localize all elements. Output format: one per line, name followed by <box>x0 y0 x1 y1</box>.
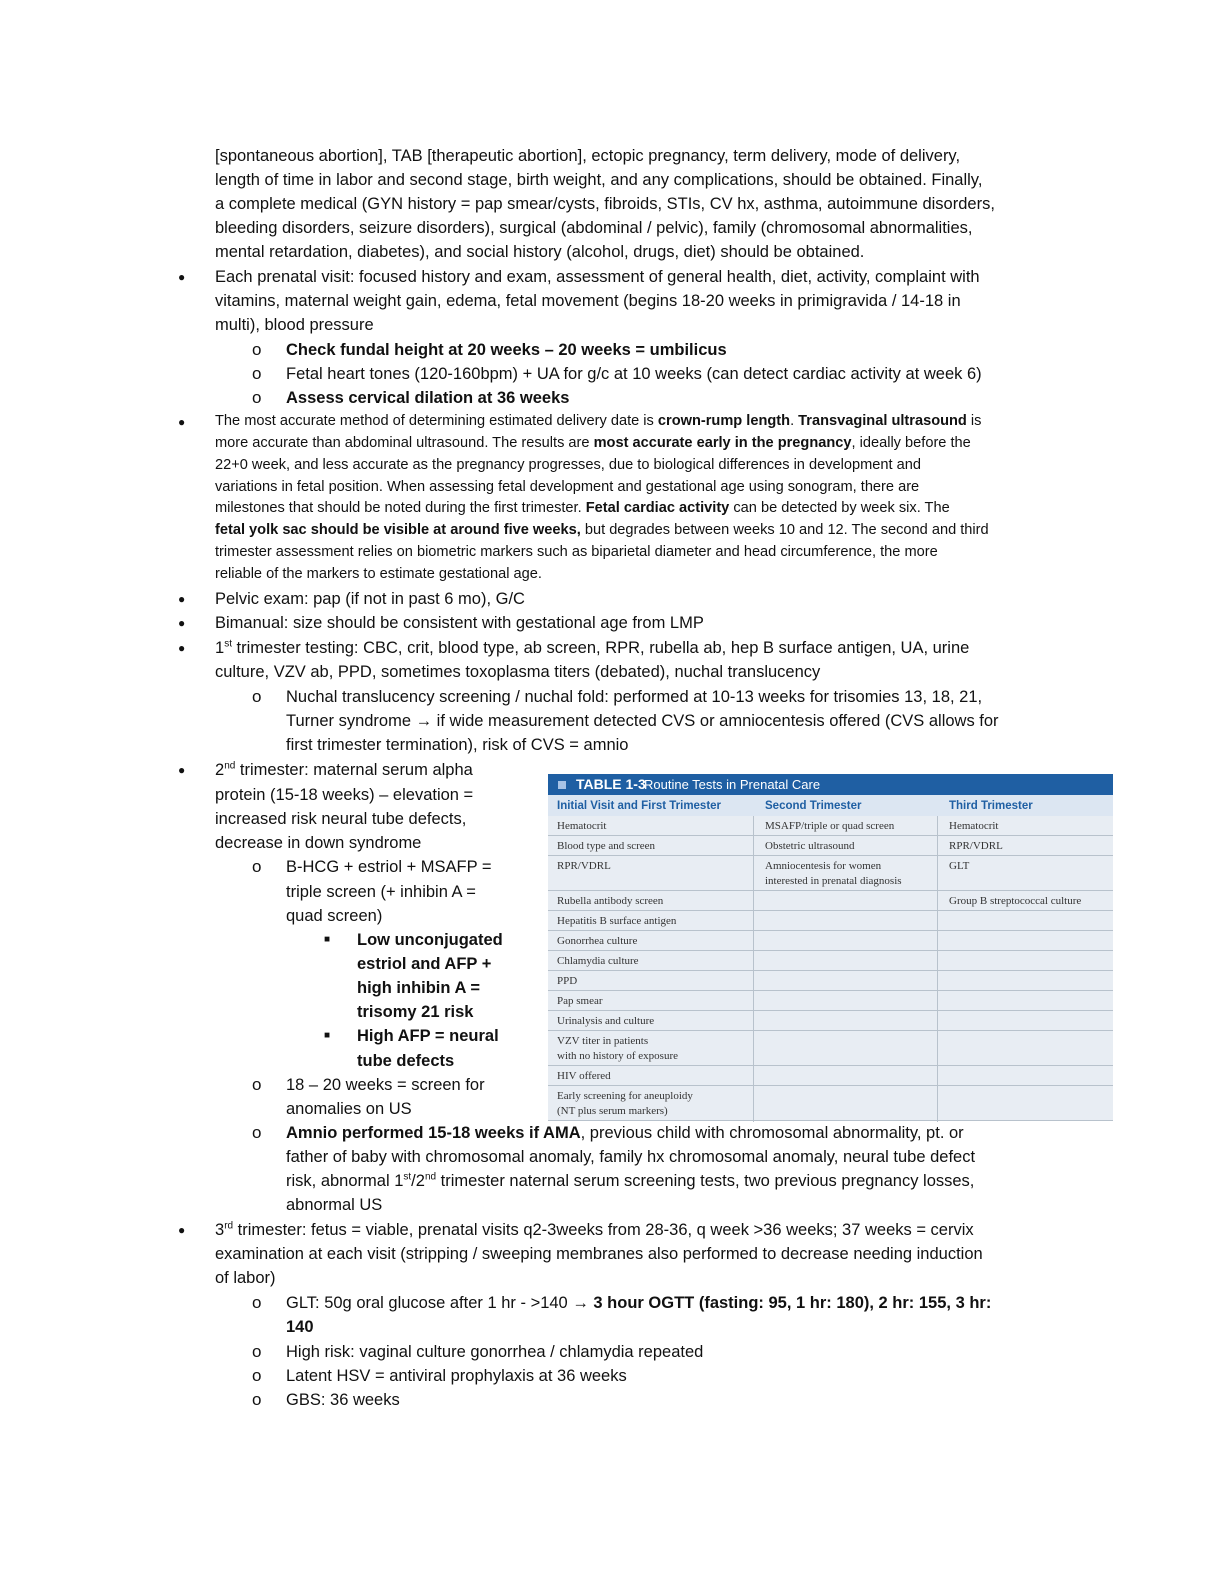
text-line: multi), blood pressure <box>215 316 374 334</box>
text-line: Latent HSV = antiviral prophylaxis at 36 weeks <box>286 1367 627 1385</box>
text-line: estriol and AFP + <box>357 955 492 973</box>
text-line: [spontaneous abortion], TAB [therapeutic abortion], ectopic pregnancy, term delivery, mode of delivery, <box>215 147 961 165</box>
table-cell: Gonorrhea culture <box>557 935 638 947</box>
table-cell: MSAFP/triple or quad screen <box>765 820 895 832</box>
bullet-circle-icon: o <box>252 364 262 383</box>
text-line: trisomy 21 risk <box>357 1003 474 1021</box>
text-line: Low unconjugated <box>357 931 503 949</box>
table-header: Initial Visit and First Trimester <box>557 800 722 812</box>
table-row <box>548 816 1113 836</box>
bullet-disc-icon: ● <box>178 763 186 777</box>
square-icon <box>558 781 566 789</box>
text-line: GBS: 36 weeks <box>286 1391 400 1409</box>
bullet-disc-icon: ● <box>178 270 186 284</box>
text-line: Nuchal translucency screening / nuchal fold: performed at 10-13 weeks for trisomies 13, 18, 21, <box>286 688 983 706</box>
table-cell: Pap smear <box>557 995 603 1007</box>
text-line: Turner syndrome → if wide measurement detected CVS or amniocentesis offered (CVS allows for <box>286 712 999 730</box>
text-line: examination at each visit (stripping / sweeping membranes also performed to decrease needing induction <box>215 1245 983 1263</box>
column-divider <box>937 816 938 1122</box>
table-row <box>548 971 1113 991</box>
text-line: of labor) <box>215 1269 276 1287</box>
table-cell: Obstetric ultrasound <box>765 840 855 852</box>
table-caption: Routine Tests in Prenatal Care <box>644 777 821 792</box>
text-line: culture, VZV ab, PPD, sometimes toxoplasma titers (debated), nuchal translucency <box>215 663 821 681</box>
table-cell: Urinalysis and culture <box>557 1015 655 1027</box>
bullet-disc-icon: ● <box>178 616 186 630</box>
text-line: 140 <box>286 1318 314 1336</box>
table-cell: Rubella antibody screen <box>557 895 664 907</box>
text-line: milestones that should be noted during the first trimester. Fetal cardiac activity can be detected by week six. The <box>215 500 950 516</box>
text-line: Fetal heart tones (120-160bpm) + UA for g/c at 10 weeks (can detect cardiac activity at week 6) <box>286 365 982 383</box>
table-cell: Group B streptococcal culture <box>949 895 1082 907</box>
table-title-bar <box>548 774 1113 795</box>
table-row <box>548 1086 1113 1121</box>
table-row <box>548 856 1113 891</box>
text-line: first trimester termination), risk of CVS = amnio <box>286 736 629 754</box>
table-number: TABLE 1-3 <box>576 776 646 792</box>
bullet-circle-icon: o <box>252 388 262 407</box>
table-cell: Hematocrit <box>949 820 999 832</box>
table-row <box>548 1011 1113 1031</box>
text-line: Assess cervical dilation at 36 weeks <box>286 389 570 407</box>
table-row <box>548 836 1113 856</box>
text-line: 1st trimester testing: CBC, crit, blood type, ab screen, RPR, rubella ab, hep B surface antigen, UA, urine <box>215 638 970 657</box>
text-line: Check fundal height at 20 weeks – 20 weeks = umbilicus <box>286 341 727 359</box>
text-line: fetal yolk sac should be visible at around five weeks, but degrades between weeks 10 and 12. The second and third <box>215 522 989 538</box>
bullet-circle-icon: o <box>252 1342 262 1361</box>
bullet-circle-icon: o <box>252 1293 262 1312</box>
text-line: Bimanual: size should be consistent with gestational age from LMP <box>215 614 704 632</box>
text-line: increased risk neural tube defects, <box>215 810 467 828</box>
bullet-square-icon: ■ <box>324 934 331 945</box>
table-header-row <box>548 795 1113 816</box>
table-cell: GLT <box>949 860 970 872</box>
table-cell: HIV offered <box>557 1070 611 1082</box>
bullet-circle-icon: o <box>252 1123 262 1142</box>
bullet-circle-icon: o <box>252 1075 262 1094</box>
table-row <box>548 891 1113 911</box>
table-row <box>548 1066 1113 1086</box>
text-line: GLT: 50g oral glucose after 1 hr - >140 → 3 hour OGTT (fasting: 95, 1 hr: 180), 2 hr: 155, 3 hr: <box>286 1294 992 1312</box>
text-line: length of time in labor and second stage, birth weight, and any complications, should be obtained. Finally, <box>215 171 983 189</box>
text-line: vitamins, maternal weight gain, edema, fetal movement (begins 18-20 weeks in primigravida / 14-18 in <box>215 292 961 310</box>
text-line: quad screen) <box>286 907 383 925</box>
text-line: 3rd trimester: fetus = viable, prenatal visits q2-3weeks from 28-36, q week >36 weeks; 37 weeks = cervix <box>215 1220 974 1239</box>
text-line: 2nd trimester: maternal serum alpha <box>215 760 473 779</box>
text-line: bleeding disorders, seizure disorders), surgical (abdominal / pelvic), family (chromosomal abnormalities, <box>215 219 973 237</box>
table-cell: RPR/VDRL <box>557 860 611 872</box>
text-line: reliable of the markers to estimate gestational age. <box>215 566 542 582</box>
text-line: Each prenatal visit: focused history and exam, assessment of general health, diet, activity, complaint with <box>215 268 980 286</box>
text-line: Amnio performed 15-18 weeks if AMA, previous child with chromosomal abnormality, pt. or <box>286 1124 964 1142</box>
bullet-circle-icon: o <box>252 687 262 706</box>
text-line: trimester assessment relies on biometric markers such as biparietal diameter and head circumference, the more <box>215 544 938 560</box>
column-divider <box>753 816 754 1122</box>
bullet-circle-icon: o <box>252 857 262 876</box>
bullet-disc-icon: ● <box>178 1223 186 1237</box>
text-line: tube defects <box>357 1052 455 1070</box>
table-row <box>548 991 1113 1011</box>
text-line: decrease in down syndrome <box>215 834 422 852</box>
prenatal-tests-table <box>548 774 1113 1122</box>
bullet-disc-icon: ● <box>178 641 186 655</box>
table-cell: Chlamydia culture <box>557 955 639 967</box>
text-line: Pelvic exam: pap (if not in past 6 mo), G/C <box>215 590 525 608</box>
table-cell: VZV titer in patients with no history of exposure <box>557 1035 678 1062</box>
text-line: triple screen (+ inhibin A = <box>286 883 476 901</box>
text-line: high inhibin A = <box>357 979 480 997</box>
table-row <box>548 931 1113 951</box>
text-line: 22+0 week, and less accurate as the pregnancy progresses, due to biological differences in development and <box>215 457 921 473</box>
bullet-square-icon: ■ <box>324 1030 331 1041</box>
text-line: B-HCG + estriol + MSAFP = <box>286 858 492 876</box>
table-cell: PPD <box>557 975 578 987</box>
table-cell: RPR/VDRL <box>949 840 1003 852</box>
text-line: mental retardation, diabetes), and social history (alcohol, drugs, diet) should be obtained. <box>215 243 865 261</box>
table-cell: Hematocrit <box>557 820 607 832</box>
text-line: protein (15-18 weeks) – elevation = <box>215 786 474 804</box>
table-row <box>548 951 1113 971</box>
text-line: a complete medical (GYN history = pap smear/cysts, fibroids, STIs, CV hx, asthma, autoimmune disorders, <box>215 195 995 213</box>
text-line: more accurate than abdominal ultrasound. The results are most accurate early in the pregnancy, ideally before the <box>215 435 971 451</box>
text-line: abnormal US <box>286 1196 383 1214</box>
text-line: father of baby with chromosomal anomaly, family hx chromosomal anomaly, neural tube defect <box>286 1148 976 1166</box>
bullet-disc-icon: ● <box>178 415 186 429</box>
text-line: 18 – 20 weeks = screen for <box>286 1076 485 1094</box>
table-cell: Hepatitis B surface antigen <box>557 915 677 927</box>
text-line: The most accurate method of determining estimated delivery date is crown-rump length. Transvaginal ultrasound is <box>215 413 982 429</box>
text-line: risk, abnormal 1st/2nd trimester naternal serum screening tests, two previous pregnancy losses, <box>286 1171 975 1190</box>
table-cell: Blood type and screen <box>557 840 656 852</box>
bullet-circle-icon: o <box>252 1366 262 1385</box>
table-cell: Amniocentesis for women interested in prenatal diagnosis <box>765 860 902 887</box>
text-line: variations in fetal position. When assessing fetal development and gestational age using sonogram, there are <box>215 479 920 495</box>
text-line: High risk: vaginal culture gonorrhea / chlamydia repeated <box>286 1343 704 1361</box>
bullet-disc-icon: ● <box>178 592 186 606</box>
table-header: Second Trimester <box>765 800 862 812</box>
bullet-circle-icon: o <box>252 340 262 359</box>
text-line: anomalies on US <box>286 1100 412 1118</box>
bullet-circle-icon: o <box>252 1390 262 1409</box>
table-row <box>548 911 1113 931</box>
table-cell: Early screening for aneuploidy (NT plus serum markers) <box>557 1090 693 1117</box>
text-line: High AFP = neural <box>357 1027 499 1045</box>
table-header: Third Trimester <box>949 800 1033 812</box>
table-row <box>548 1031 1113 1066</box>
arrow-right-icon: → <box>572 1294 589 1312</box>
